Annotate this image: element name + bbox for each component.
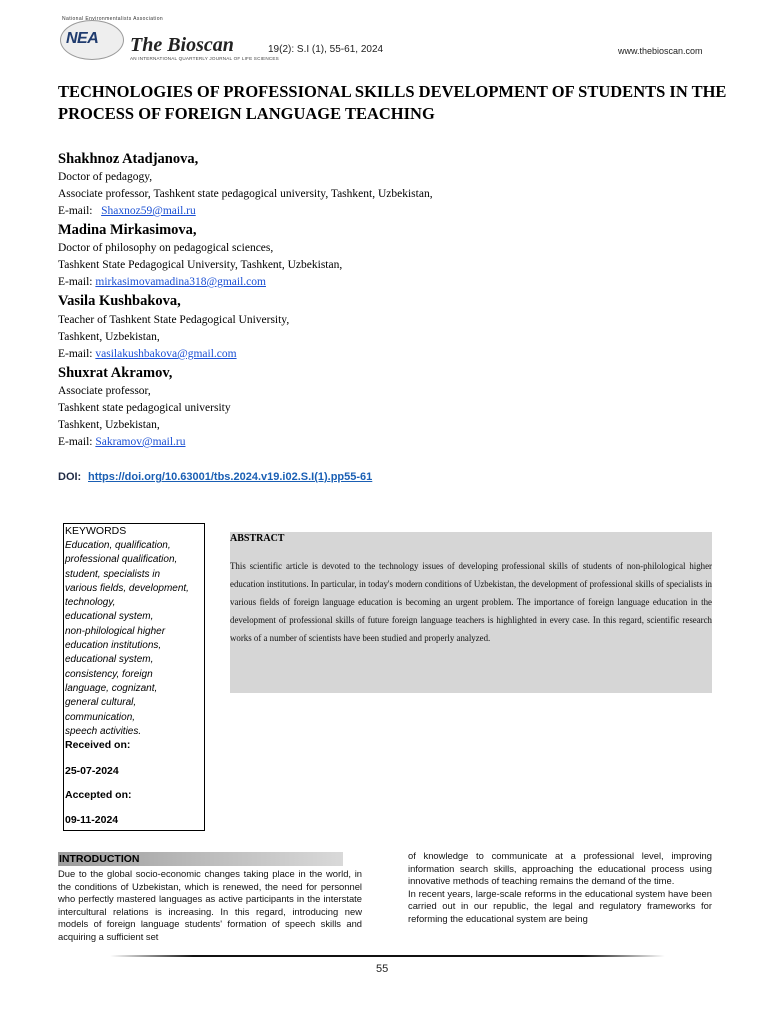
doi-label: DOI: [58, 471, 82, 483]
keyword-line: student, specialists in [65, 568, 161, 580]
keyword-line: educational system, [65, 654, 154, 666]
keywords-list [65, 539, 205, 739]
author-name: Madina Mirkasimova, [58, 222, 197, 238]
author-name: Shakhnoz Atadjanova, [58, 151, 199, 167]
page-number: 55 [376, 963, 389, 975]
author-email-link[interactable]: Sakramov@mail.ru [95, 436, 186, 448]
keyword-line: technology, [65, 597, 116, 609]
author-affiliation: Tashkent state pedagogical university [58, 402, 231, 414]
introduction-right-column [408, 850, 712, 926]
author-affiliation: Doctor of philosophy on pedagogical sciences, [58, 242, 274, 254]
author-email-row [58, 348, 237, 360]
article-title: TECHNOLOGIES OF PROFESSIONAL SKILLS DEVELOPMENT OF STUDENTS IN THE PROCESS OF FOREIGN LANGUAGE TEACHING [58, 82, 727, 123]
author-affiliation: Doctor of pedagogy, [58, 171, 153, 183]
journal-tagline: AN INTERNATIONAL QUARTERLY JOURNAL OF LIFE SCIENCES [130, 56, 279, 61]
author-affiliation: Associate professor, [58, 385, 151, 397]
logo-abbreviation: NEA [66, 30, 99, 47]
accepted-label: Accepted on: [65, 789, 132, 801]
paragraph: of knowledge to communicate at a professional level, improving information search skills, approaching the educational process using innovative methods of teaching remains the demand of the time. [408, 850, 712, 887]
accepted-date: 09-11-2024 [65, 814, 119, 826]
keyword-line: education institutions, [65, 640, 162, 652]
email-label: E-mail: [58, 276, 93, 288]
author-email-link[interactable]: Shaxnoz59@mail.ru [101, 205, 196, 217]
volume-info: 19(2): S.I (1), 55-61, 2024 [268, 44, 384, 55]
author-email-link[interactable]: vasilakushbakova@gmail.com [95, 348, 237, 360]
email-label: E-mail: [58, 348, 93, 360]
keyword-line: educational system, [65, 611, 154, 623]
journal-name: The Bioscan [130, 34, 234, 56]
author-affiliation: Tashkent, Uzbekistan, [58, 419, 160, 431]
keyword-line: non-philological higher [65, 625, 166, 637]
keywords-heading: KEYWORDS [65, 525, 127, 537]
email-label: E-mail: [58, 436, 93, 448]
doi-link[interactable]: https://doi.org/10.63001/tbs.2024.v19.i02.S.I(1).pp55-61 [88, 471, 373, 483]
keyword-line: speech activities. [65, 725, 142, 737]
received-date: 25-07-2024 [65, 765, 119, 777]
keyword-line: Education, qualification, [65, 540, 171, 551]
keyword-line: communication, [65, 711, 136, 723]
author-name: Shuxrat Akramov, [58, 365, 173, 381]
author-email-row [58, 436, 186, 448]
journal-website[interactable]: www.thebioscan.com [618, 46, 703, 56]
footer-divider [110, 955, 665, 957]
email-label: E-mail: [58, 205, 93, 217]
author-affiliation: Associate professor, Tashkent state pedagogical university, Tashkent, Uzbekistan, [58, 188, 433, 200]
keyword-line: consistency, foreign [65, 668, 153, 680]
paragraph: In recent years, large-scale reforms in the educational system have been carried out in our republic, the legal and regulatory frameworks for reforming the educational system are being [408, 887, 712, 924]
author-email-row [58, 205, 196, 217]
author-affiliation: Tashkent, Uzbekistan, [58, 331, 160, 343]
author-email-row [58, 276, 266, 288]
introduction-left-column: Due to the global socio-economic changes taking place in the world, in the conditions of Uzbekistan, which is renewed, the need for personnel who perfectly mastered languages as active participants in the interstate intercultural relations is increasing. In this regard, introducing new models of foreign language students' formation of speech skills and acquiring a sufficient set [58, 868, 362, 942]
author-affiliation: Teacher of Tashkent State Pedagogical University, [58, 314, 290, 326]
author-name: Vasila Kushbakova, [58, 293, 181, 309]
received-label: Received on: [65, 739, 131, 751]
author-affiliation: Tashkent State Pedagogical University, Tashkent, Uzbekistan, [58, 259, 343, 271]
keyword-line: general cultural, [65, 697, 137, 709]
keyword-line: various fields, development, [65, 582, 189, 594]
keyword-line: language, cognizant, [65, 682, 158, 694]
abstract-heading: ABSTRACT [230, 533, 285, 544]
logo-ring-text: National Environmentalists Association [62, 16, 164, 22]
introduction-heading: INTRODUCTION [59, 853, 140, 865]
keyword-line: professional qualification, [65, 554, 178, 566]
author-email-link[interactable]: mirkasimovamadina318@gmail.com [95, 276, 266, 288]
abstract-body: This scientific article is devoted to the technology issues of developing professional skills of students of non-philological higher education institutions. In particular, in today's modern conditions of Uzbekistan, the development of professional skills of specialists in various fields of foreign language education is becoming an urgent problem. The importance of foreign language education in the development of professional skills of future foreign language teachers is highlighted in every case. In this regard, scientific research works of a number of scientists have been studied and properly analyzed. [230, 561, 712, 643]
